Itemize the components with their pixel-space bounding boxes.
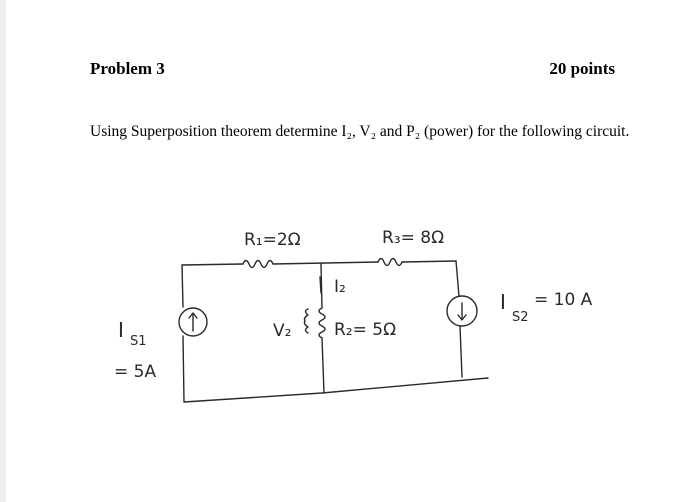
resistor-r2	[319, 308, 325, 338]
wire-middle-vertical-bottom	[322, 338, 324, 393]
is2-arrow-down-icon	[458, 303, 466, 320]
resistor-r1	[243, 261, 273, 268]
wire-top-mid	[273, 262, 378, 264]
circuit-diagram	[90, 205, 610, 420]
problem-statement: Using Superposition theorem determine I₂, V₂ and P₂ (power) for the following circuit.	[90, 123, 630, 140]
is1-label: I	[118, 318, 124, 342]
wire-top-right	[402, 261, 456, 262]
wire-bottom	[184, 378, 488, 402]
i2-label: I₂	[334, 277, 346, 297]
wire-left-vertical-bottom	[183, 336, 184, 402]
is1-subscript: S1	[130, 334, 147, 349]
resistor-r3	[378, 259, 402, 266]
v2-label: V₂	[273, 321, 292, 341]
is2-label: I	[500, 290, 506, 314]
is1-arrow-up-icon	[189, 313, 197, 331]
page-edge	[0, 0, 6, 502]
r1-label: R₁=2Ω	[244, 230, 301, 250]
is2-subscript: S2	[512, 310, 529, 325]
wire-right-vertical-bottom	[460, 326, 462, 377]
wire-left-vertical-top	[182, 265, 183, 307]
wire-right-vertical-top	[456, 261, 459, 296]
v2-brace	[304, 309, 308, 333]
r2-label: R₂= 5Ω	[334, 320, 397, 340]
is1-value: = 5A	[114, 362, 157, 382]
is2-value: = 10 A	[534, 290, 593, 310]
problem-points: 20 points	[549, 59, 615, 78]
problem-title: Problem 3	[90, 59, 165, 78]
i2-arrow-icon	[320, 277, 321, 293]
wire-top-left	[182, 264, 243, 265]
r3-label: R₃= 8Ω	[382, 228, 445, 248]
